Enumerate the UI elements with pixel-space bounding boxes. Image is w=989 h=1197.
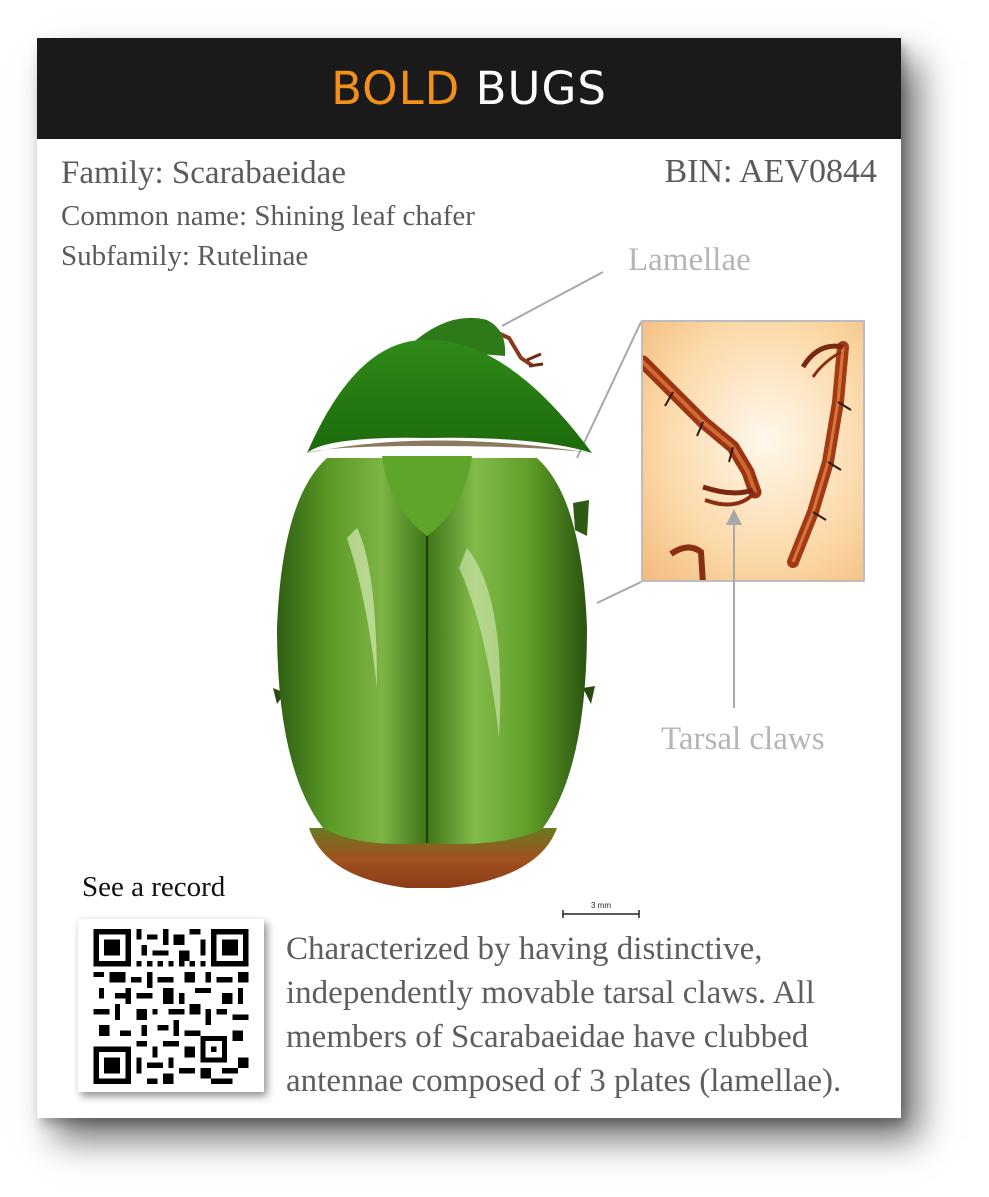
brand-word-bugs: BUGS [475, 62, 607, 115]
lamellae-callout: Lamellae [628, 242, 751, 278]
see-record-caption: See a record [82, 871, 226, 903]
bin-label: BIN: AEV0844 [664, 153, 877, 190]
scale-bar [561, 898, 641, 920]
common-name-label: Common name: Shining leaf chafer [61, 200, 475, 232]
description-text: Characterized by having distinctive, independently movable tarsal claws. All members of Scarabaeidae have clubbed antennae composed of 3 plates (lamellae). [286, 931, 842, 1099]
brand-word-bold: BOLD [331, 62, 461, 115]
tarsal-claws-callout: Tarsal claws [661, 721, 825, 757]
subfamily-label: Subfamily: Rutelinae [61, 240, 309, 272]
qr-code[interactable] [78, 919, 264, 1092]
family-label: Family: Scarabaeidae [61, 155, 346, 191]
scale-bar-label: 3 mm [591, 901, 611, 910]
specimen-card [37, 38, 901, 1118]
qr-code-icon [92, 929, 250, 1084]
scale-bar-graphic [561, 898, 641, 920]
